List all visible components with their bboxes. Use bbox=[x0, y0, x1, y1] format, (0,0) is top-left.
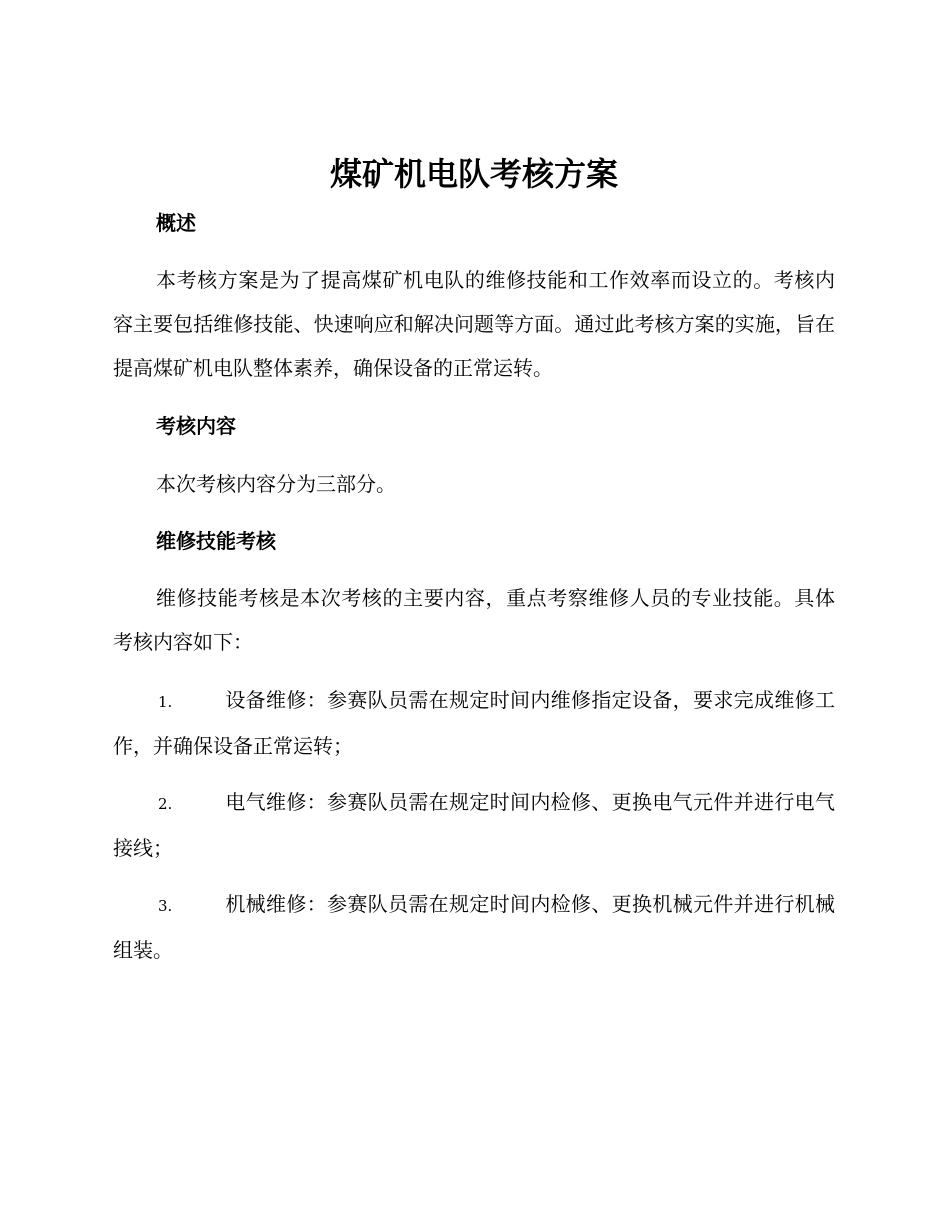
list-item bbox=[113, 882, 835, 972]
list-item-text: 机械维修：参赛队员需在规定时间内检修、更换机械元件并进行机械组装。 bbox=[113, 892, 835, 962]
list-item-number: 2. bbox=[158, 795, 173, 813]
list-item-text: 设备维修：参赛队员需在规定时间内维修指定设备，要求完成维修工作，并确保设备正常运转； bbox=[113, 688, 835, 758]
document-title: 煤矿机电队考核方案 bbox=[329, 155, 618, 193]
list-item-text: 电气维修：参赛队员需在规定时间内检修、更换电气元件并进行电气接线； bbox=[113, 790, 835, 860]
heading-skills: 维修技能考核 bbox=[156, 529, 276, 553]
list-item-number: 3. bbox=[158, 897, 173, 915]
paragraph-overview: 本考核方案是为了提高煤矿机电队的维修技能和工作效率而设立的。考核内容主要包括维修技能、快速响应和解决问题等方面。通过此考核方案的实施，旨在提高煤矿机电队整体素养，确保设备的正常运转。 bbox=[113, 268, 835, 380]
list-item bbox=[113, 678, 835, 768]
heading-overview: 概述 bbox=[156, 211, 196, 235]
paragraph-content: 本次考核内容分为三部分。 bbox=[156, 472, 396, 496]
heading-content: 考核内容 bbox=[156, 414, 236, 438]
list-item-number: 1. bbox=[158, 693, 173, 711]
paragraph-skills: 维修技能考核是本次考核的主要内容，重点考察维修人员的专业技能。具体考核内容如下： bbox=[113, 586, 835, 654]
list-item bbox=[113, 780, 835, 870]
